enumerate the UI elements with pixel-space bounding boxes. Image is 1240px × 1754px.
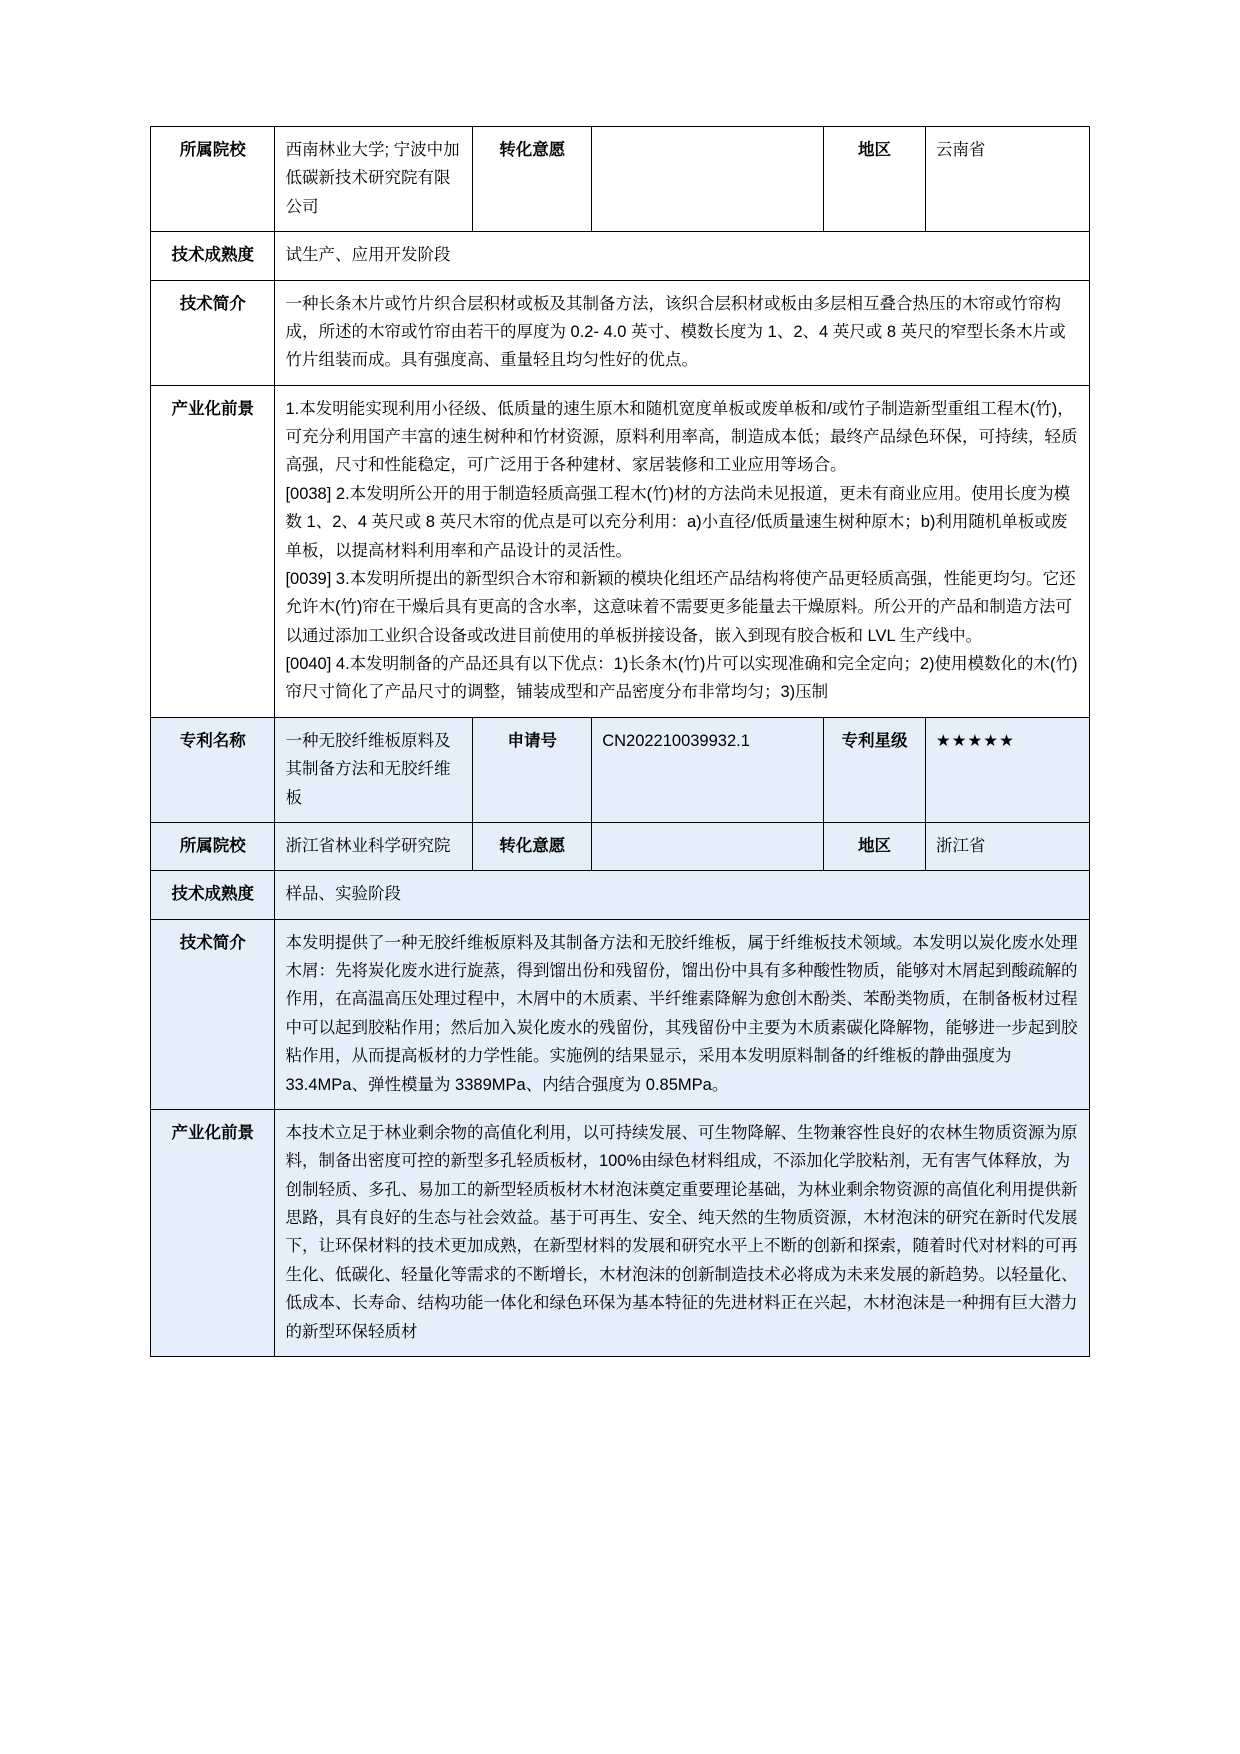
row-label-affiliation: 所属院校 — [151, 822, 275, 870]
patent-table — [150, 126, 1090, 1357]
paragraph: [0039] 3.本发明所提出的新型织合木帘和新颖的模块化组坯产品结构将使产品更轻质高强，性能更均匀。它还允许木(竹)帘在干燥后具有更高的含水率，这意味着不需要更多能量去干燥原料。所公开的产品和制造方法可以通过添加工业织合设备或改进目前使用的单板拼接设备，嵌入到现有胶合板和 LVL 生产线中。 — [285, 569, 1076, 645]
row-label-maturity: 技术成熟度 — [151, 871, 275, 919]
row-label-maturity: 技术成熟度 — [151, 232, 275, 280]
row-value-affiliation: 浙江省林业科学研究院 — [275, 822, 473, 870]
table-row — [151, 232, 1090, 280]
paragraph: 1.本发明能实现利用小径级、低质量的速生原木和随机宽度单板或废单板和/或竹子制造新型重组工程木(竹)，可充分利用国产丰富的速生树种和竹材资源，原料利用率高，制造成本低；最终产品绿色环保，可持续，轻质高强，尺寸和性能稳定，可广泛用于各种建材、家居装修和工业应用等场合。 — [285, 399, 1078, 475]
row-value-application-number: CN202210039932.1 — [592, 717, 824, 822]
row-value-tech-intro — [275, 280, 1090, 385]
row-label-application-number: 申请号 — [473, 717, 592, 822]
row-value-tech-intro — [275, 919, 1090, 1109]
row-label-tech-intro: 技术简介 — [151, 280, 275, 385]
row-label-affiliation: 所属院校 — [151, 127, 275, 232]
row-label-tech-intro: 技术简介 — [151, 919, 275, 1109]
row-value-maturity: 样品、实验阶段 — [275, 871, 1090, 919]
table-row — [151, 385, 1090, 717]
row-value-willingness — [592, 822, 824, 870]
paragraph: [0038] 2.本发明所公开的用于制造轻质高强工程木(竹)材的方法尚未见报道，更未有商业应用。使用长度为模数 1、2、4 英尺或 8 英尺木帘的优点是可以充分利用：a)小直径/低质量速生树种原木；b)利用随机单板或废单板，以提高材料利用率和产品设计的灵活性。 — [285, 484, 1071, 560]
row-label-region: 地区 — [824, 822, 926, 870]
row-value-region: 浙江省 — [925, 822, 1089, 870]
paragraph: 一种长条木片或竹片织合层积材或板及其制备方法，该织合层积材或板由多层相互叠合热压的木帘或竹帘构成，所述的木帘或竹帘由若干的厚度为 0.2- 4.0 英寸、模数长度为 1、2、4 英尺或 8 英尺的窄型长条木片或竹片组装而成。具有强度高、重量轻且均匀性好的优点。 — [285, 294, 1066, 370]
row-label-region: 地区 — [824, 127, 926, 232]
table-row — [151, 280, 1090, 385]
table-row — [151, 822, 1090, 870]
paragraph: 本发明提供了一种无胶纤维板原料及其制备方法和无胶纤维板，属于纤维板技术领域。本发明以炭化废水处理木屑：先将炭化废水进行旋蒸，得到馏出份和残留份，馏出份中具有多种酸性物质，能够对木屑起到酸疏解的作用，在高温高压处理过程中，木屑中的木质素、半纤维素降解为愈创木酚类、苯酚类物质，在制备板材过程中可以起到胶粘作用；然后加入炭化废水的残留份，其残留份中主要为木质素碳化降解物，能够进一步起到胶粘作用，从而提高板材的力学性能。实施例的结果显示，采用本发明原料制备的纤维板的静曲强度为 33.4MPa、弹性模量为 3389MPa、内结合强度为 0.85MPa。 — [285, 933, 1078, 1094]
table-row — [151, 127, 1090, 232]
table-row — [151, 871, 1090, 919]
table-row — [151, 919, 1090, 1109]
row-label-prospect: 产业化前景 — [151, 1109, 275, 1356]
table-row — [151, 717, 1090, 822]
row-value-patent-rating: ★★★★★ — [925, 717, 1089, 822]
row-value-patent-name: 一种无胶纤维板原料及其制备方法和无胶纤维板 — [275, 717, 473, 822]
row-value-prospect — [275, 385, 1090, 717]
table-row — [151, 1109, 1090, 1356]
row-value-prospect — [275, 1109, 1090, 1356]
paragraph: 本技术立足于林业剩余物的高值化利用，以可持续发展、可生物降解、生物兼容性良好的农林生物质资源为原料，制备出密度可控的新型多孔轻质板材，100%由绿色材料组成，不添加化学胶粘剂，无有害气体释放，为创制轻质、多孔、易加工的新型轻质板材木材泡沫奠定重要理论基础，为林业剩余物资源的高值化利用提供新思路，具有良好的生态与社会效益。基于可再生、安全、纯天然的生物质资源，木材泡沫的研究在新时代发展下，让环保材料的技术更加成熟，在新型材料的发展和研究水平上不断的创新和探索，随着时代对材料的可再生化、低碳化、轻量化等需求的不断增长，木材泡沫的创新制造技术必将成为未来发展的新趋势。以轻量化、低成本、长寿命、结构功能一体化和绿色环保为基本特征的先进材料正在兴起，木材泡沫是一种拥有巨大潜力的新型环保轻质材 — [285, 1123, 1078, 1341]
row-label-prospect: 产业化前景 — [151, 385, 275, 717]
row-label-willingness: 转化意愿 — [473, 822, 592, 870]
row-value-willingness — [592, 127, 824, 232]
row-label-patent-rating: 专利星级 — [824, 717, 926, 822]
paragraph: [0040] 4.本发明制备的产品还具有以下优点：1)长条木(竹)片可以实现准确和完全定向；2)使用模数化的木(竹)帘尺寸简化了产品尺寸的调整，铺装成型和产品密度分布非常均匀；3)压制 — [285, 655, 1078, 702]
row-value-maturity: 试生产、应用开发阶段 — [275, 232, 1090, 280]
row-value-region: 云南省 — [925, 127, 1089, 232]
row-label-patent-name: 专利名称 — [151, 717, 275, 822]
row-label-willingness: 转化意愿 — [473, 127, 592, 232]
row-value-affiliation: 西南林业大学; 宁波中加低碳新技术研究院有限公司 — [275, 127, 473, 232]
